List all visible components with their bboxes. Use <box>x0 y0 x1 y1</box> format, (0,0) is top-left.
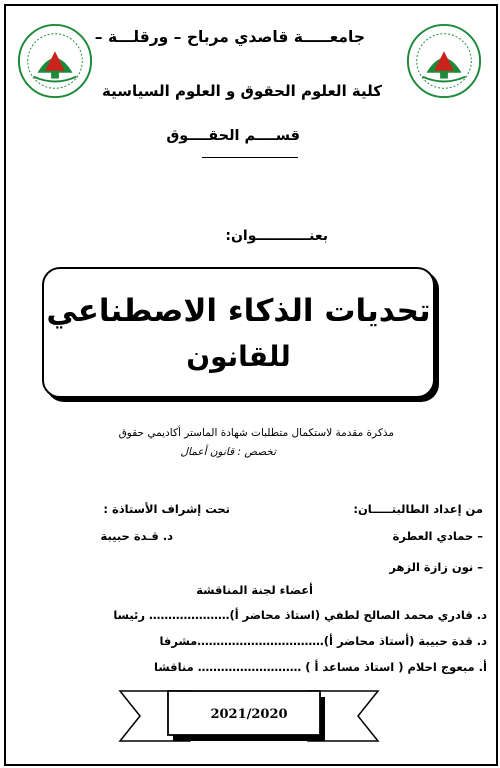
university-name: جامعـــــة قاصدي مرباح – ورقلـــة – <box>94 28 365 46</box>
jury-label: أعضاء لجنة المناقشة <box>196 583 313 597</box>
jury-member: د. قدة حبيبة (أستاذ محاضر أ)……………………………مشرفا <box>159 634 487 648</box>
title-box <box>42 267 435 398</box>
student-name: – نون زازة الزهر <box>389 560 483 574</box>
faculty-name: كلية العلوم الحقوق و العلوم السياسية <box>102 82 382 100</box>
department-name: قســــم الحقــــوق <box>166 128 300 144</box>
jury-member: أ. مبعوج احلام ( استاذ مساعد أ ) ……………………… مناقشا <box>154 660 487 674</box>
department-underline <box>202 157 298 158</box>
title-label: بعنـــــــــــوان: <box>225 228 328 244</box>
supervision-label: تحت إشراف الأستاذة : <box>103 502 230 516</box>
university-logo-icon <box>405 22 483 100</box>
specialization: تخصص : قانون أعمال <box>180 446 276 458</box>
thesis-title-line2: للقانون <box>186 340 291 373</box>
university-logo-icon <box>16 22 94 100</box>
student-name: – حمادي العطرة <box>392 529 483 543</box>
prepared-by-label: من إعداد الطالبتـــــان: <box>353 502 483 516</box>
supervisor-name: د. قـدة حبيبة <box>100 529 173 543</box>
thesis-title-line1: تحديات الذكاء الاصطناعي <box>46 293 431 329</box>
academic-year: 2021/2020 <box>210 707 288 722</box>
jury-member: د. قادري محمد الصالح لطفي (استاذ محاضر أ)………………… رئيسا <box>113 608 487 622</box>
memo-description: مذكرة مقدمة لاستكمال متطلبات شهادة الماستر أكاديمي حقوق <box>118 427 394 439</box>
